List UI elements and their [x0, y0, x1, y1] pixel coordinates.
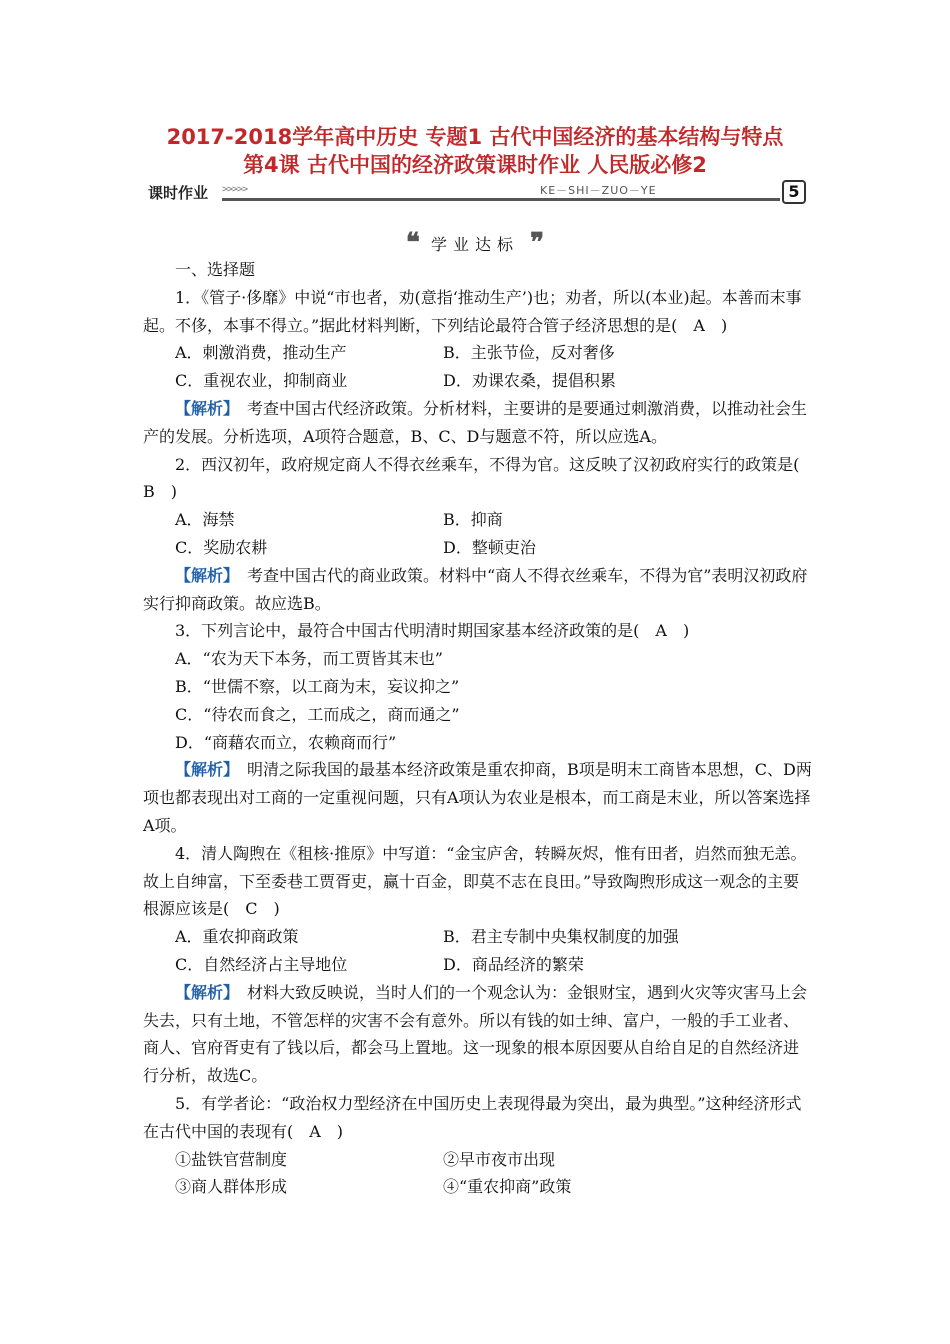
banner-tag: 课时作业 — [148, 184, 209, 202]
document-title-line-1: 2017-2018学年高中历史 专题1 古代中国经济的基本结构与特点 — [166, 125, 784, 149]
question-5-options-row-2 — [143, 1173, 813, 1201]
banner-rule — [222, 198, 780, 201]
question-4-analysis — [143, 979, 813, 1090]
question-1-analysis — [143, 395, 813, 451]
section-label: 学业达标 — [430, 234, 519, 254]
question-2-option-d: D．整顿吏治 — [443, 537, 536, 557]
part-heading: 一、选择题 — [175, 260, 256, 279]
question-3-analysis-text: 明清之际我国的最基本经济政策是重农抑商，B项是明末工商皆本思想，C、D两项也都表现出对工商的一定重视问题，只有A项认为农业是根本，而工商是末业，所以答案选择A项。 — [143, 760, 812, 835]
question-2-options-row-2 — [143, 534, 813, 562]
analysis-label: 【解析】 — [175, 982, 232, 1002]
question-5-option-3: ③商人群体形成 — [175, 1177, 288, 1197]
question-2-option-c: C．奖励农耕 — [175, 537, 268, 557]
question-3-option-a: A．“农为天下本务，而工贾皆其末也” — [175, 649, 443, 669]
question-5-option-1: ①盐铁官营制度 — [175, 1149, 288, 1169]
homework-banner — [148, 178, 806, 206]
question-4-options-row-2 — [143, 951, 813, 979]
question-4-option-a: A．重农抑商政策 — [175, 927, 299, 947]
question-5-option-4: ④“重农抑商”政策 — [443, 1177, 572, 1197]
analysis-label: 【解析】 — [175, 398, 232, 418]
question-2-option-b: B．抑商 — [443, 510, 503, 530]
question-4-analysis-text: 材料大致反映说，当时人们的一个观念认为：金银财宝，遇到火灾等灾害马上会失去，只有土地，不管怎样的灾害不会有意外。所以有钱的如士绅、富户，一般的手工业者、商人、官府胥吏有了钱以后，都会马上置地。这一现象的根本原因要从自给自足的自然经济进行分析，故选C。 — [143, 982, 808, 1086]
document-title-line-2: 第4课 古代中国的经济政策课时作业 人民版必修2 — [243, 153, 707, 177]
question-5-stem: 5．有学者论：“政治权力型经济在中国历史上表现得最为突出，最为典型。”这种经济形式在古代中国的表现有( A ) — [143, 1093, 802, 1141]
question-1-stem: 1．《管子·侈靡》中说“市也者，劝(意指‘推动生产’)也；劝者，所以(本业)起。本善而末事起。不侈，本事不得立。”据此材料判断，下列结论最符合管子经济思想的是( A ) — [143, 287, 802, 335]
section-heading — [0, 228, 950, 258]
question-4-options-row-1 — [143, 923, 813, 951]
question-1-option-d: D．劝课农桑，提倡积累 — [443, 371, 616, 391]
banner-number: 5 — [782, 180, 806, 204]
question-2-options-row-1 — [143, 506, 813, 534]
analysis-label: 【解析】 — [175, 565, 232, 585]
question-1-option-a: A．刺激消费，推动生产 — [175, 343, 347, 363]
question-3-option-d: D．“商藉农而立，农赖商而行” — [175, 732, 397, 752]
document-body — [143, 256, 816, 1201]
question-4-option-b: B．君主专制中央集权制度的加强 — [443, 927, 679, 947]
question-2-stem: 2．西汉初年，政府规定商人不得衣丝乘车，不得为官。这反映了汉初政府实行的政策是( B ) — [143, 454, 816, 502]
question-5-option-2: ②早市夜市出现 — [443, 1149, 556, 1169]
question-2-option-a: A．海禁 — [175, 510, 235, 530]
banner-pinyin: KE－SHI－ZUO－YE — [536, 182, 661, 198]
open-quote-icon: ❝ — [405, 228, 420, 258]
close-quote-icon: ❞ — [530, 228, 545, 258]
question-1-analysis-text: 考查中国古代经济政策。分析材料，主要讲的是要通过刺激消费，以推动社会生产的发展。分析选项，A项符合题意，B、C、D与题意不符，所以应选A。 — [143, 398, 808, 446]
question-2-analysis — [143, 562, 813, 618]
question-1-option-b: B．主张节俭，反对奢侈 — [443, 343, 615, 363]
banner-arrows: >>>>> — [222, 184, 248, 195]
question-4-stem: 4．清人陶煦在《租核·推原》中写道：“金宝庐舍，转瞬灰烬，惟有田者，岿然而独无恙。故上自绅富，下至委巷工贾胥吏，赢十百金，即莫不志在良田。”导致陶煦形成这一观念的主要根源应该是( C ) — [143, 843, 807, 919]
question-1-options-row-1 — [143, 339, 813, 367]
question-2-analysis-text: 考查中国古代的商业政策。材料中“商人不得衣丝乘车，不得为官”表明汉初政府实行抑商政策。故应选B。 — [143, 565, 808, 613]
question-4-option-d: D．商品经济的繁荣 — [443, 954, 584, 974]
question-3-stem: 3．下列言论中，最符合中国古代明清时期国家基本经济政策的是( A ) — [175, 621, 690, 641]
question-3-analysis — [143, 756, 813, 839]
question-4-option-c: C．自然经济占主导地位 — [175, 954, 348, 974]
question-1-option-c: C．重视农业，抑制商业 — [175, 371, 348, 391]
question-5-options-row-1 — [143, 1146, 813, 1174]
question-3-option-b: B．“世儒不察，以工商为末，妄议抑之” — [175, 676, 460, 696]
question-3-option-c: C．“待农而食之，工而成之，商而通之” — [175, 704, 460, 724]
question-1-options-row-2 — [143, 367, 813, 395]
analysis-label: 【解析】 — [175, 760, 232, 780]
